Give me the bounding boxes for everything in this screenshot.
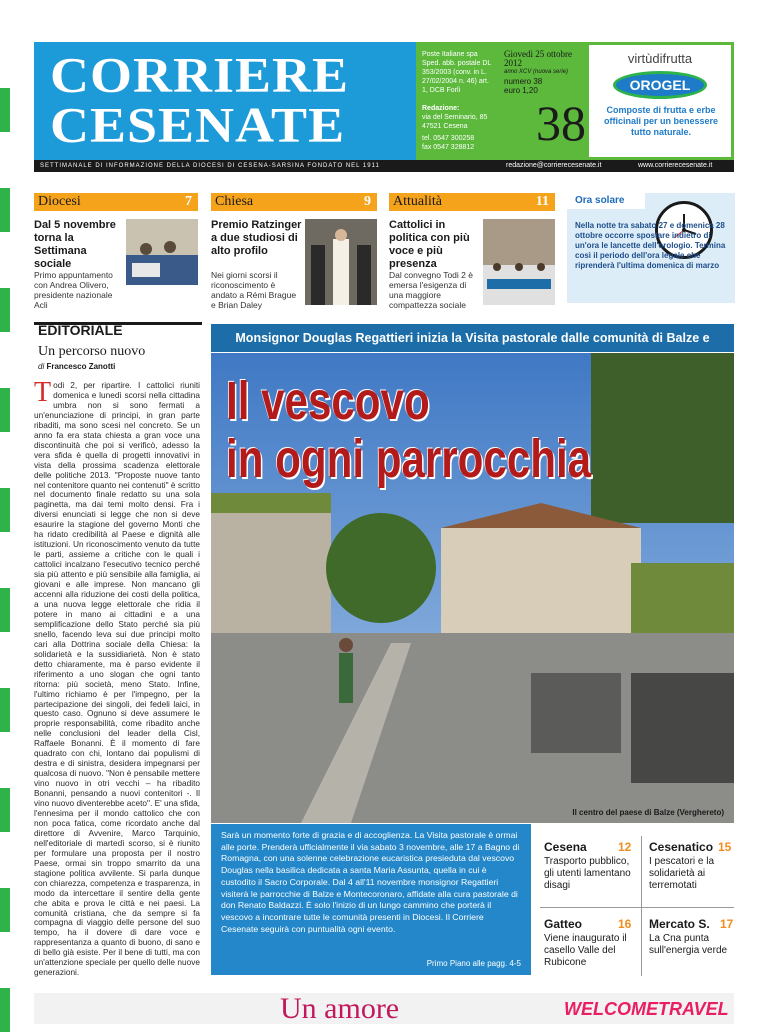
section-title[interactable]: Dal 5 novembre torna la Settimana sociale xyxy=(34,219,116,270)
main-story-photo xyxy=(211,353,734,823)
editoriale-body: Todi 2, per ripartire. I cattolici riuniti domenica e lunedì scorsi nella cittadina umbra non si sono fermati a un'enunciazione di principi, in gran parte ribaditi, ma sono scesi nel concreto. Se un anno fa era stata chiesta a gran voce una discontinuità che poi si verificò, adesso la vera sfida è quella di progetti innovativi in vista della prossima scadenza elettorale delle politiche 2013. "Proposte nuove tanto nel contenitore quanto nei contenuti" è scritto nel documento finale redatto su una sola paginetta, ma dai temi molto densi. Fra i diversi enunciati si legge che non si deve esaurire la stagione del governo Monti che ha ridato credibilità al Paese e dignità alle istituzioni. Un riconoscimento venuto da tutte le parti, assieme a critiche con le quali i cattolici incalzano l'esecutivo tecnico perché sia più attento e più sensibile alla famiglia, ai giovani e alle imprese. Non mancano gli accenni alla riduzione dei costi della politica, a una nuova legge elettorale che ridia il potere in mano ai cittadini e a una semplificazione dello Stato perché sia più snello, facendo leva sui due principi molto cari alla Dottrina sociale della Chiesa: la solidarietà e la sussidiarietà. Non è stato detto chiaramente, ma è parso evidente il riferimento a uno slogan che ogni tanto ritorna: più società, meno Stato. Infine, l'ultimo richiamo è per l'impegno, per la partecipazione dei singoli, dei fedeli laici, in questo caso. Ognuno si deve assumere le proprie responsabilità, come ribadito anche nelle conclusioni del leader della Cisl, Raffaele Bonanni. È il momento di fare quadrato con chi, lontano dai populismi di destra e di sinistra, desidera impegnarsi per qualcosa di nuovo. "Non è pensabile mettere vino nuovo in otri vecchi – ha ribadito Bonanni, pensando a nuovi contenitori -. Il vino nuovo diventerebbe aceto". E' una sfida, l'ennesima per il mondo cattolico che con non poca fatica, come ricordato anche dal direttore di Avvenire, Marco Tarquinio, nell'editoriale di martedì scorso, si è riunito per formulare una proposta per il nostro Paese, ormai sin troppo smarrito da una stagione politica avvilente. Si parla dunque con chiarezza, competenza e trasparenza, in modo da intercettare il sentire della gente che abita e prova le città e nei paesi. La comunità cristiana, che da sempre si fa compagna di viaggio delle persone del suo tempo, ha il dovere di dare voce e rappresentanza a quanto di buono, di sano e di bello già esiste. Per il bene di tutti, ma con un'attenzione speciale per quello delle nuove generazioni. xyxy=(34,377,200,978)
author-name: Francesco Zanotti xyxy=(46,362,116,371)
newspaper-title-line1: CORRIERE xyxy=(50,47,350,103)
section-body: Nei giorni scorsi il riconoscimento è andato a Rémi Brague e Brian Daley xyxy=(211,270,297,310)
margin-mark xyxy=(0,88,10,132)
website-link[interactable]: www.corrierecesenate.it xyxy=(638,162,713,169)
section-header-diocesi xyxy=(34,193,198,211)
fax: fax 0547 328812 xyxy=(422,144,475,151)
block-divider xyxy=(641,836,642,976)
margin-mark xyxy=(0,688,10,732)
block-text[interactable]: La Cna punta sull'energia verde xyxy=(649,933,728,956)
margin-mark xyxy=(0,888,10,932)
headline-line1: Il vescovo xyxy=(226,371,430,431)
issue-date: Giovedì 25 ottobre 2012 xyxy=(504,49,572,68)
ceremony-image xyxy=(305,219,377,305)
margin-mark xyxy=(0,788,10,832)
main-story-text: Sarà un momento forte di grazia e di accoglienza. La Visita pastorale è ormai alle porte. Prenderà ufficialmente il via sabato 3 novembre, alle 17 a Bagno di Romagna, con una solenne celebrazione eucaristica presieduta dal vescovo Douglas nella basilica dedicata a santa Maria Assunta, quella in cui è custodito il Sacro Corporale. Dal 4 all'11 novembre monsignor Regattieri visiterà le parrocchie di Balze e Montecoronaro, affidate alla cura pastorale di don Renato Baldazzi. È solo l'inizio di un lungo cammino che porterà il vescovo a incontrare tutte le comunità presenti in Diocesi. Il Corriere Cesenate seguirà con puntualità ogni evento. xyxy=(221,830,520,934)
orogel-ad[interactable] xyxy=(586,42,734,160)
issue-info-box xyxy=(416,42,586,160)
issue-anno: anno XCV (nuova serie) xyxy=(504,69,569,75)
orogel-tagline: virtùdifrutta xyxy=(627,51,693,66)
margin-mark xyxy=(0,488,10,532)
section-body: Dal convegno Todi 2 è emersa l'esigenza di una maggiore compattezza sociale xyxy=(389,270,473,310)
headline-line2: in ogni parrocchia xyxy=(226,429,592,489)
editoriale-title[interactable]: Un percorso nuovo xyxy=(38,344,146,359)
page-reference[interactable]: Primo Piano alle pagg. 4-5 xyxy=(426,959,521,968)
issue-number-big: 38 xyxy=(536,95,586,151)
ora-solare-label: Ora solare xyxy=(567,193,645,209)
ora-solare-text: Nella notte tra sabato 27 e domenica 28 ottobre occorre spostare indietro di un'ora le lancette dell'orologio. Termina così il periodo dell'ora legale che riprenderà l'ultima domenica di marzo xyxy=(575,221,726,270)
section-page: 11 xyxy=(535,194,549,209)
section-page: 9 xyxy=(364,194,371,209)
issue-date-block xyxy=(504,50,586,95)
section-label: Chiesa xyxy=(215,194,254,209)
photo-caption: Il centro del paese di Balze (Verghereto) xyxy=(572,808,724,817)
section-header-chiesa xyxy=(211,193,377,211)
convention-image xyxy=(483,219,555,305)
email-link[interactable]: redazione@corrierecesenate.it xyxy=(506,162,602,169)
block-page: 12 xyxy=(618,840,632,854)
margin-mark xyxy=(0,188,10,232)
contact-phones xyxy=(422,134,474,152)
redazione-info xyxy=(422,104,502,131)
block-page: 15 xyxy=(718,840,732,854)
block-page: 17 xyxy=(720,917,734,931)
main-story-banner[interactable]: Monsignor Douglas Regattieri inizia la Visita pastorale dalle comunità di Balze e xyxy=(211,324,734,352)
editoriale-author xyxy=(38,362,115,371)
orogel-logo: OROGEL xyxy=(613,71,707,99)
block-place: Cesenatico xyxy=(649,840,714,854)
chiesa-photo xyxy=(305,219,377,305)
block-place: Cesena xyxy=(544,840,587,854)
block-place: Mercato S. xyxy=(649,917,710,931)
ora-solare-box xyxy=(567,193,735,303)
ad-title: Un amore xyxy=(280,993,400,1024)
issue-numero: numero 38 xyxy=(504,77,543,86)
author-prefix: di xyxy=(38,362,45,371)
conference-image xyxy=(126,219,198,285)
section-page: 7 xyxy=(185,194,192,209)
margin-mark xyxy=(0,988,10,1032)
margin-mark xyxy=(0,288,10,332)
section-header-attualita xyxy=(389,193,555,211)
postal-info: Poste Italiane spa Sped. abb. postale DL 353/2003 (conv. in L. 27/02/2004 n. 46) art. 1, DCB Forlì xyxy=(422,51,492,94)
editoriale-label: EDITORIALE xyxy=(38,322,123,338)
redazione-address: via del Seminario, 85 47521 Cesena xyxy=(422,114,488,130)
redazione-label: Redazione: xyxy=(422,105,460,112)
section-label: Diocesi xyxy=(38,194,81,209)
newspaper-title-line2: CESENATE xyxy=(50,97,346,153)
telephone: tel. 0547 300258 xyxy=(422,135,475,142)
margin-mark xyxy=(0,588,10,632)
masthead xyxy=(34,42,734,169)
block-text[interactable]: Trasporto pubblico, gli utenti lamentano disagi xyxy=(544,856,631,891)
block-text[interactable]: Viene inaugurato il casello Valle del Rubicone xyxy=(544,933,627,968)
block-page: 16 xyxy=(618,917,632,931)
ad-brand-logo: WELCOMETRAVEL xyxy=(564,999,729,1019)
main-story-text-box xyxy=(211,824,531,975)
block-text[interactable]: I pescatori e la solidarietà ai terremotati xyxy=(649,856,715,891)
section-title[interactable]: Premio Ratzinger a due studiosi di alto profilo xyxy=(211,219,302,257)
margin-mark xyxy=(0,388,10,432)
section-label: Attualità xyxy=(393,194,442,209)
masthead-strip xyxy=(34,160,734,172)
section-body: Primo appuntamento con Andrea Olivero, presidente nazionale Acli xyxy=(34,270,113,310)
diocesi-photo xyxy=(126,219,198,285)
orogel-ad-text: Composte di frutta e erbe officinali per un benessere tutto naturale. xyxy=(603,105,719,137)
section-title[interactable]: Cattolici in politica con più voce e più presenza xyxy=(389,219,470,270)
block-divider xyxy=(540,907,734,908)
block-place: Gatteo xyxy=(544,917,583,931)
attualita-photo xyxy=(483,219,555,305)
masthead-title-box xyxy=(34,42,416,160)
bottom-ad[interactable] xyxy=(34,993,734,1024)
issue-price: euro 1,20 xyxy=(504,86,538,95)
masthead-subtitle: SETTIMANALE DI INFORMAZIONE DELLA DIOCESI DI CESENA-SARSINA FONDATO NEL 1911 xyxy=(40,163,380,169)
